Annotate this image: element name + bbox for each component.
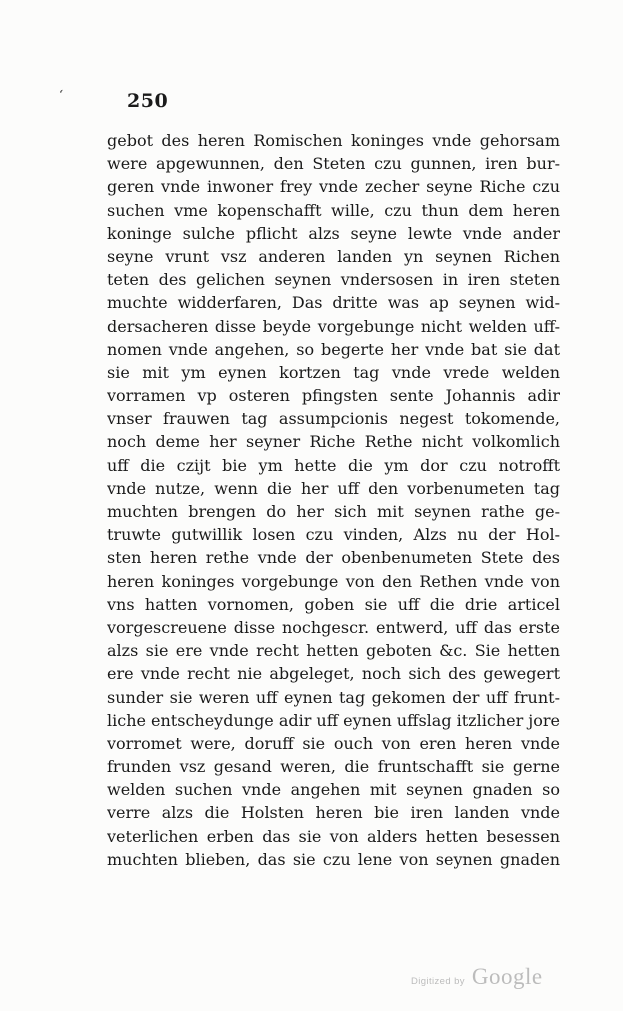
text-line: seyne vrunt vsz anderen landen yn seynen Richen [107, 246, 560, 266]
text-line: noch deme her seyner Riche Rethe nicht volkomlich [107, 432, 560, 452]
text-line: vorgescreuene disse nochgescr. entwerd, uff das erste [107, 617, 560, 637]
text-line: geren vnde inwoner frey vnde zecher seyne Riche czu [107, 177, 560, 197]
text-line: vnde nutze, wenn die her uff den vorbenumeten tag [107, 478, 560, 498]
text-line: dersacheren disse beyde vorgebunge nicht welden uff- [107, 316, 560, 336]
text-line: were apgewunnen, den Steten czu gunnen, iren bur- [107, 154, 560, 174]
digitization-watermark [411, 964, 543, 990]
text-line: vnser frauwen tag assumpcionis negest tokomende, [107, 409, 560, 429]
text-line: truwte gutwillik losen czu vinden, Alzs nu der Hol- [107, 525, 560, 545]
text-line: liche entscheydunge adir uff eynen uffslag itzlicher jore [107, 710, 560, 730]
text-line: muchte widderfaren, Das dritte was ap seynen wid- [107, 293, 560, 313]
text-line: frunden vsz gesand weren, die fruntschafft sie gerne [107, 757, 560, 777]
page-text [107, 129, 560, 871]
text-line: veterlichen erben das sie von alders hetten besessen [107, 826, 560, 846]
text-line: alzs sie ere vnde recht hetten geboten &c. Sie hetten [107, 641, 560, 661]
stray-ink-mark: ‘ [56, 87, 64, 104]
digitized-by-label: Digitized by [411, 976, 465, 987]
text-line: nomen vnde angehen, so begerte her vnde bat sie dat [107, 339, 560, 359]
text-line: muchten blieben, das sie czu lene von seynen gnaden [107, 849, 560, 869]
google-logo: Google [471, 964, 543, 989]
text-line: welden suchen vnde angehen mit seynen gnaden so [107, 780, 560, 800]
text-line: teten des gelichen seynen vndersosen in iren steten [107, 270, 560, 290]
text-line: verre alzs die Holsten heren bie iren landen vnde [107, 803, 560, 823]
text-line: heren koninges vorgebunge von den Rethen vnde von [107, 571, 560, 591]
text-line: vorramen vp osteren pfingsten sente Johannis adir [107, 386, 560, 406]
text-line: koninge sulche pflicht alzs seyne lewte vnde ander [107, 223, 560, 243]
text-line: muchten brengen do her sich mit seynen rathe ge- [107, 502, 560, 521]
text-line: suchen vme kopenschafft wille, czu thun dem heren [107, 200, 560, 220]
text-line: vns hatten vornomen, goben sie uff die drie articel [107, 594, 560, 614]
page-number: 250 [127, 90, 169, 112]
text-line: vorromet were, doruff sie ouch von eren heren vnde [107, 733, 560, 753]
text-line: ere vnde recht nie abgeleget, noch sich des gewegert [107, 664, 560, 684]
text-line: uff die czijt bie ym hette die ym dor czu notrofft [107, 455, 560, 475]
text-line: sie mit ym eynen kortzen tag vnde vrede welden [107, 362, 560, 382]
text-line: sten heren rethe vnde der obenbenumeten Stete des [107, 548, 560, 568]
text-line: gebot des heren Romischen koninges vnde gehorsam [107, 131, 560, 150]
text-line: sunder sie weren uff eynen tag gekomen der uff frunt- [107, 687, 560, 707]
